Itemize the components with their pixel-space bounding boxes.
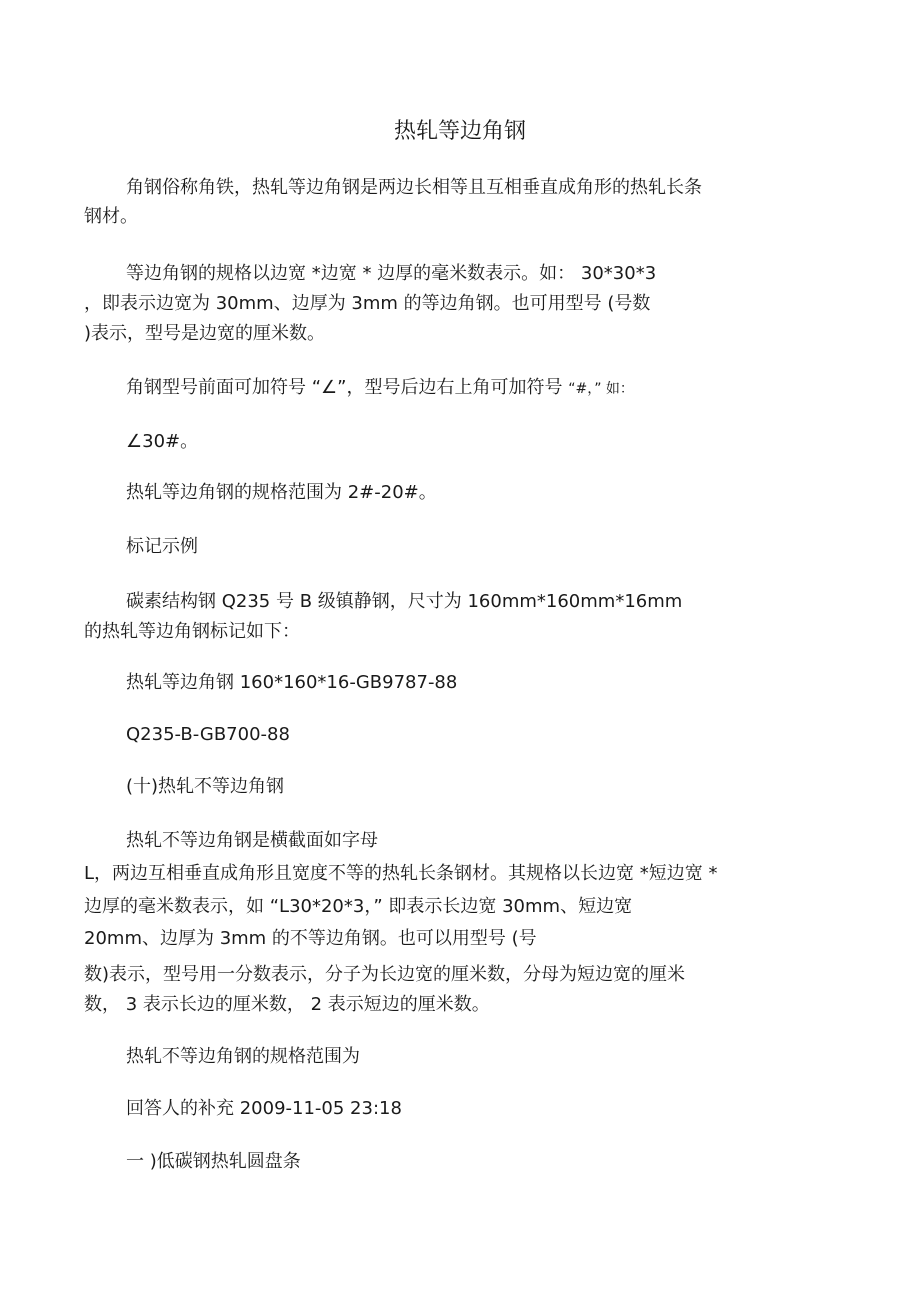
paragraph-line: 碳素结构钢 Q235 号 B 级镇静钢，尺寸为 160mm*160mm*16mm bbox=[126, 591, 683, 612]
paragraph-line: 回答人的补充 2009-11-05 23:18 bbox=[126, 1098, 402, 1119]
section-heading: 一 )低碳钢热轧圆盘条 bbox=[126, 1151, 301, 1172]
paragraph-line: Q235-B-GB700-88 bbox=[126, 724, 290, 745]
paragraph-line: )表示，型号是边宽的厘米数。 bbox=[84, 323, 326, 344]
paragraph-line: ，即表示边宽为 30mm、边厚为 3mm 的等边角钢。也可用型号 (号数 bbox=[84, 293, 651, 314]
paragraph-line bbox=[126, 376, 634, 401]
paragraph-line: 的热轧等边角钢标记如下： bbox=[84, 621, 300, 642]
paragraph-line: 20mm、边厚为 3mm 的不等边角钢。也可以用型号 (号 bbox=[84, 928, 537, 949]
paragraph-line: 热轧不等边角钢是横截面如字母 bbox=[126, 830, 378, 851]
paragraph-line: 热轧不等边角钢的规格范围为 bbox=[126, 1046, 360, 1067]
paragraph-line: 热轧等边角钢的规格范围为 2#-20#。 bbox=[126, 482, 437, 503]
page-title: 热轧等边角钢 bbox=[393, 119, 526, 144]
paragraph-line: L，两边互相垂直成角形且宽度不等的热轧长条钢材。其规格以长边宽 *短边宽 * bbox=[84, 863, 718, 884]
paragraph-line: 热轧等边角钢 160*160*16-GB9787-88 bbox=[126, 672, 458, 693]
paragraph-line: 数)表示，型号用一分数表示，分子为长边宽的厘米数，分母为短边宽的厘米 bbox=[84, 964, 686, 985]
paragraph-text: 角钢型号前面可加符号 “∠”，型号后边右上角可加符号 bbox=[126, 377, 563, 398]
paragraph-line: 边厚的毫米数表示，如 “L30*20*3，” 即表示长边宽 30mm、短边宽 bbox=[84, 896, 633, 917]
paragraph-note: “#，” 如： bbox=[568, 381, 634, 397]
paragraph-line: 数， 3 表示长边的厘米数， 2 表示短边的厘米数。 bbox=[84, 994, 490, 1015]
paragraph-line: 标记示例 bbox=[126, 536, 198, 557]
section-heading: (十)热轧不等边角钢 bbox=[126, 776, 285, 797]
paragraph-line: 角钢俗称角铁，热轧等边角钢是两边长相等且互相垂直成角形的热轧长条 bbox=[126, 177, 702, 198]
paragraph-line: 钢材。 bbox=[84, 206, 138, 227]
paragraph-line: ∠30#。 bbox=[126, 431, 199, 452]
paragraph-line: 等边角钢的规格以边宽 *边宽 * 边厚的毫米数表示。如： 30*30*3 bbox=[126, 263, 657, 284]
